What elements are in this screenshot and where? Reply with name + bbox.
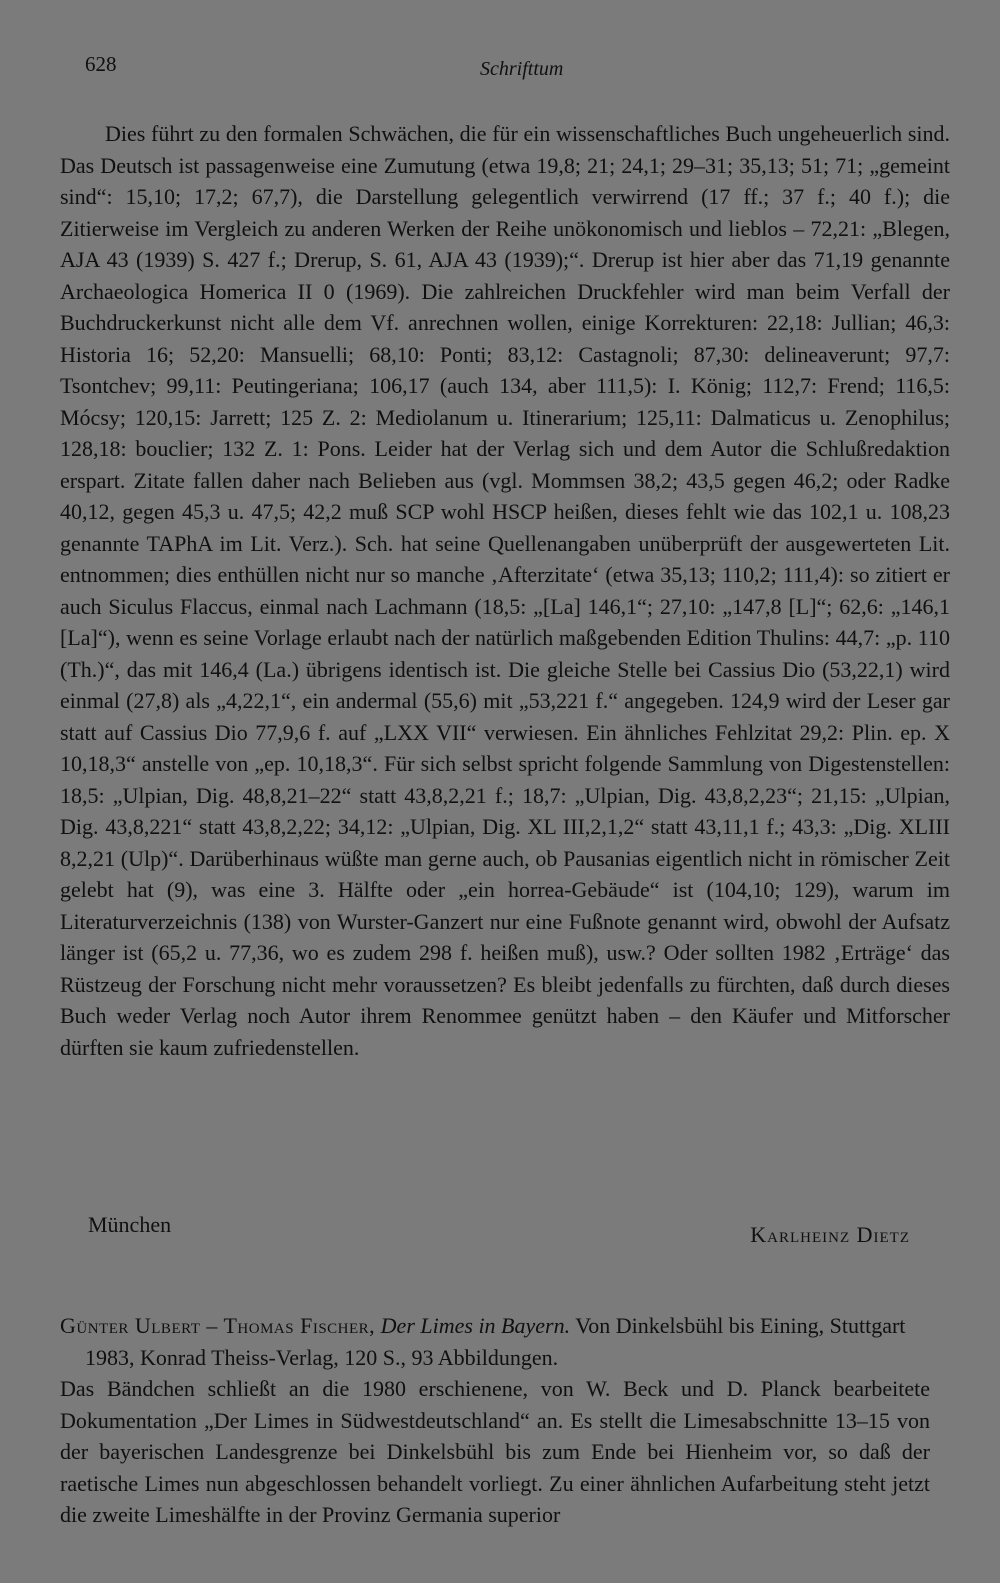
bibliographic-entry (60, 1310, 930, 1373)
running-head: Schrifttum (480, 58, 564, 80)
reviewer-signature: Karlheinz Dietz (750, 1222, 910, 1247)
publication-details: Von Dinkelsbühl bis Eining, Stuttgart 1983, Konrad Theiss-Verlag, 120 S., 93 Abbildungen. (85, 1313, 906, 1370)
review-paragraph: Dies führt zu den formalen Schwächen, die für ein wissenschaftliches Buch ungeheuerlich sind. Das Deutsch ist passagenweise eine Zumutung (etwa 19,8; 21; 24,1; 29–31; 35,13; 51; 71; „gemeint sind“: 15,10; 17,2; 67,7), die Darstellung gelegentlich verwirrend (17 ff.; 37 f.; 40 f.); die Zitierweise im Vergleich zu anderen Werken der Reihe unökonomisch und lieblos – 72,21: „Blegen, AJA 43 (1939) S. 427 f.; Drerup, S. 61, AJA 43 (1939);“. Drerup ist hier aber das 71,19 genannte Archaeologica Homerica II 0 (1969). Die zahlreichen Druckfehler wird man beim Verfall der Buchdruckerkunst nicht alle dem Vf. anrechnen wollen, einige Korrekturen: 22,18: Jullian; 46,3: Historia 16; 52,20: Mansuelli; 68,10: Ponti; 83,12: Castagnoli; 87,30: delineaverunt; 97,7: Tsontchev; 99,11: Peutingeriana; 106,17 (auch 134, aber 111,5): I. König; 112,7: Frend; 116,5: Mócsy; 120,15: Jarrett; 125 Z. 2: Mediolanum u. Itinerarium; 125,11: Dalmaticus u. Zenophilus; 128,18: bouclier; 132 Z. 1: Pons. Leider hat der Verlag sich und dem Autor die Schlußredaktion erspart. Zitate fallen daher nach Belieben aus (vgl. Mommsen 38,2; 43,5 gegen 46,2; oder Radke 40,12, gegen 45,3 u. 47,5; 42,2 muß SCP wohl HSCP heißen, dieses fehlt wie das 102,1 u. 108,23 genannte TAPhA im Lit. Verz.). Sch. hat seine Quellenangaben unüberprüft der ausgewerteten Lit. entnommen; dies enthüllen nicht nur so manche ‚Afterzitate‘ (etwa 35,13; 110,2; 111,4): so zitiert er auch Siculus Flaccus, einmal nach Lachmann (18,5: „[La] 146,1“; 27,10: „147,8 [L]“; 62,6: „146,1 [La]“), wenn es seine Vorlage erlaubt nach der natürlich maßgebenden Edition Thulins: 44,7: „p. 110 (Th.)“, das mit 146,4 (La.) übrigens identisch ist. Die gleiche Stelle bei Cassius Dio (53,22,1) wird einmal (27,8) als „4,22,1“, ein andermal (55,6) mit „53,221 f.“ angegeben. 124,9 wird der Leser gar statt auf Cassius Dio 77,9,6 f. auf „LXX VII“ verwiesen. Ein ähnliches Fehlzitat 29,2: Plin. ep. X 10,18,3“ anstelle von „ep. 10,18,3“. Für sich selbst spricht folgende Sammlung von Digestenstellen: 18,5: „Ulpian, Dig. 48,8,21–22“ statt 43,8,2,21 f.; 18,7: „Ulpian, Dig. 43,8,2,23“; 21,15: „Ulpian, Dig. 43,8,221“ statt 43,8,2,22; 34,12: „Ulpian, Dig. XL III,2,1,2“ statt 43,11,1 f.; 43,3: „Dig. XLIII 8,2,21 (Ulp)“. Darüberhinaus wüßte man gerne auch, ob Pausanias eigentlich nicht in römischer Zeit gelebt hat (9), was eine 3. Hälfte oder „ein horrea-Gebäude“ ist (104,10; 129), warum im Literaturverzeichnis (138) von Wurster-Ganzert nur eine Fußnote genannt wird, obwohl der Aufsatz länger ist (65,2 u. 77,36, wo es zudem 298 f. heißen muß), usw.? Oder sollten 1982 ‚Erträge‘ das Rüstzeug der Forschung nicht mehr voraussetzen? Es bleibt jedenfalls zu fürchten, daß durch dieses Buch weder Verlag noch Autor ihrem Renommee genützt haben – den Käufer und Mitforscher dürften sie kaum zufriedenstellen. (60, 121, 950, 1060)
page-header (85, 52, 955, 82)
next-review-text: Das Bändchen schließt an die 1980 erschienene, von W. Beck und D. Planck bearbeitete Dokumentation „Der Limes in Südwestdeutschland“ an. Es stellt die Limesabschnitte 13–15 von der bayerischen Landesgrenze bei Dinkelsbühl bis zum Ende bei Hienheim vor, so daß der raetische Limes nun abgeschlossen behandelt vorliegt. Zu einer ähnlichen Aufarbeitung steht jetzt die zweite Limeshälfte in der Provinz Germania superior (60, 1376, 930, 1527)
review-city: München (88, 1212, 172, 1237)
book-title: Der Limes in Bayern. (380, 1313, 571, 1338)
next-review (60, 1310, 930, 1531)
signature-block (60, 1212, 910, 1248)
review-continuation (60, 118, 950, 1063)
book-authors: Günter Ulbert – Thomas Fischer, (60, 1313, 376, 1338)
page-number: 628 (85, 52, 117, 76)
